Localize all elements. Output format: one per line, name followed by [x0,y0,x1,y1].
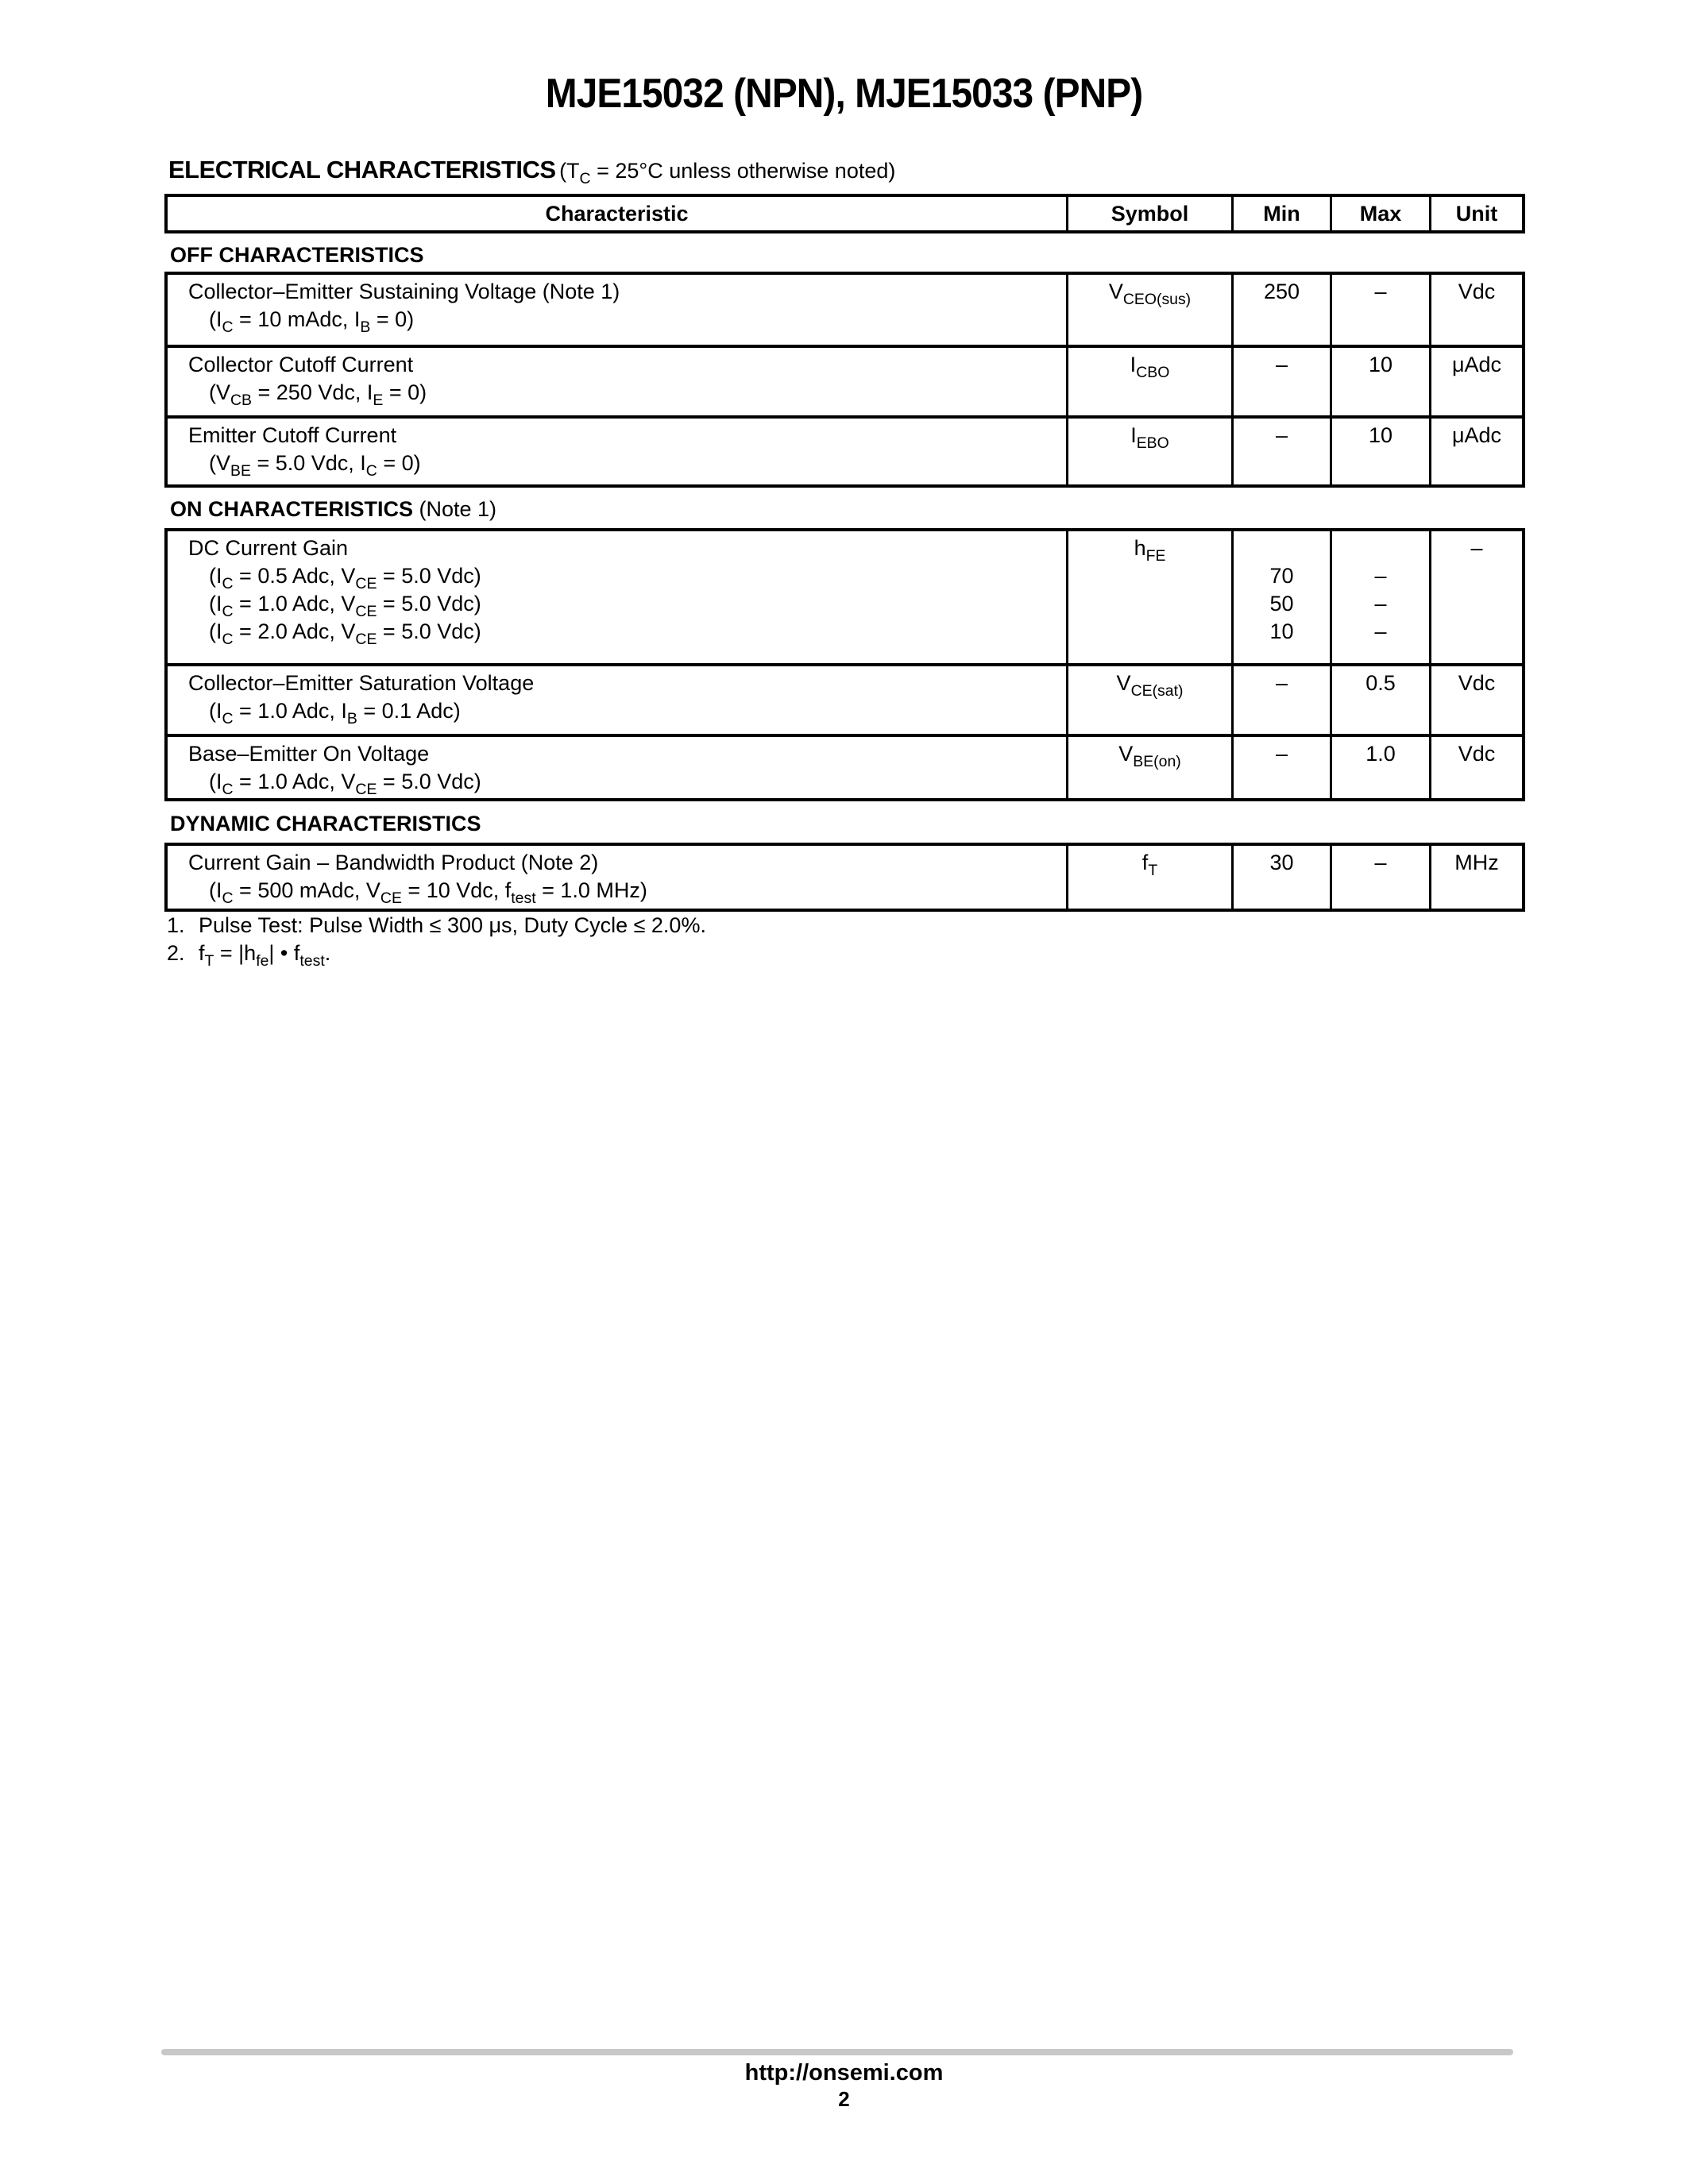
symbol-cell: $V_{BE(on)}$ [1066,737,1231,798]
section-heading [168,156,896,187]
section-label-dynamic: DYNAMIC CHARACTERISTICS [170,812,481,835]
table-row [168,275,1522,345]
page-number: 2 [838,2087,850,2111]
unit-cell: Vdc [1429,737,1522,798]
characteristic-cell: Collector–Emitter Saturation Voltage ($I_C = 1.0$ Adc, $I_B = 0.1$ Adc) [188,671,535,727]
characteristic-cell: Collector Cutoff Current ($V_{CB} = 250$ Vdc, $I_E = 0$) [188,353,427,409]
min-cell: 30 [1231,846,1330,909]
unit-cell: MHz [1429,846,1522,909]
max-cell: – – – [1330,531,1429,663]
section-heading-bold: ELECTRICAL CHARACTERISTICS [168,156,556,183]
symbol-cell: $I_{EBO}$ [1066,419,1231,484]
section-label-on: ON CHARACTERISTICS (Note 1) [170,497,497,521]
table-off [164,272,1525,488]
max-cell: – [1330,846,1429,909]
min-cell: 250 [1231,275,1330,345]
footer-divider [161,2049,1513,2055]
max-cell: 1.0 [1330,737,1429,798]
table-row [168,734,1522,798]
col-header-symbol: Symbol [1066,197,1231,230]
col-header-unit: Unit [1429,197,1522,230]
max-cell: 10 [1330,348,1429,415]
symbol-cell: $I_{CBO}$ [1066,348,1231,415]
table-row [168,415,1522,484]
min-cell: 70 50 10 [1231,531,1330,663]
table-on [164,528,1525,801]
min-cell: – [1231,419,1330,484]
min-cell: – [1231,737,1330,798]
characteristic-cell: DC Current Gain ($I_C = 0.5$ Adc, $V_{CE} = 5.0$ Vdc) ($I_C = 1.0$ Adc, $V_{CE} = 5.0$ Vdc) ($I_C = 2.0$ Adc, $V_{CE} = 5.0$ Vdc) [188,536,481,648]
characteristic-cell: Emitter Cutoff Current ($V_{BE} = 5.0$ Vdc, $I_C = 0$) [188,423,421,480]
footnote-1: 1. Pulse Test: Pulse Width ≤ 300 μs, Duty Cycle ≤ 2.0%. [167,913,706,937]
min-cell: – [1231,666,1330,734]
table-header [164,194,1525,233]
section-heading-note: ($T_C = 25^\circ C$ unless otherwise noted) [559,159,896,187]
symbol-cell: $V_{CEO(sus)}$ [1066,275,1231,345]
max-cell: 10 [1330,419,1429,484]
col-header-max: Max [1330,197,1429,230]
unit-cell: μAdc [1429,419,1522,484]
table-row [168,663,1522,734]
table-row [168,846,1522,909]
footnote-2: 2. $f_T = |h_{fe}|$ • $f_{test}$. [167,941,331,970]
page-title: MJE15032 (NPN), MJE15033 (PNP) [545,71,1143,117]
symbol-cell: $f_T$ [1066,846,1231,909]
table-dynamic [164,843,1525,912]
characteristic-cell: Collector–Emitter Sustaining Voltage (Note 1) ($I_C = 10$ mAdc, $I_B = 0$) [188,280,620,336]
unit-cell: Vdc [1429,275,1522,345]
min-cell: – [1231,348,1330,415]
section-label-off: OFF CHARACTERISTICS [170,243,424,267]
footer-url-link[interactable]: http://onsemi.com [744,2060,944,2086]
col-header-min: Min [1231,197,1330,230]
max-cell: – [1330,275,1429,345]
max-cell: 0.5 [1330,666,1429,734]
symbol-cell: $V_{CE(sat)}$ [1066,666,1231,734]
table-row [168,531,1522,663]
unit-cell: – [1429,531,1522,663]
characteristic-cell: Current Gain – Bandwidth Product (Note 2) ($I_C = 500$ mAdc, $V_{CE} = 10$ Vdc, $f_{test} = 1.0$ MHz) [188,851,647,907]
table-row [168,345,1522,415]
col-header-characteristic: Characteristic [545,201,689,226]
symbol-cell: $h_{FE}$ [1066,531,1231,663]
unit-cell: μAdc [1429,348,1522,415]
unit-cell: Vdc [1429,666,1522,734]
characteristic-cell: Base–Emitter On Voltage ($I_C = 1.0$ Adc, $V_{CE} = 5.0$ Vdc) [188,742,481,798]
